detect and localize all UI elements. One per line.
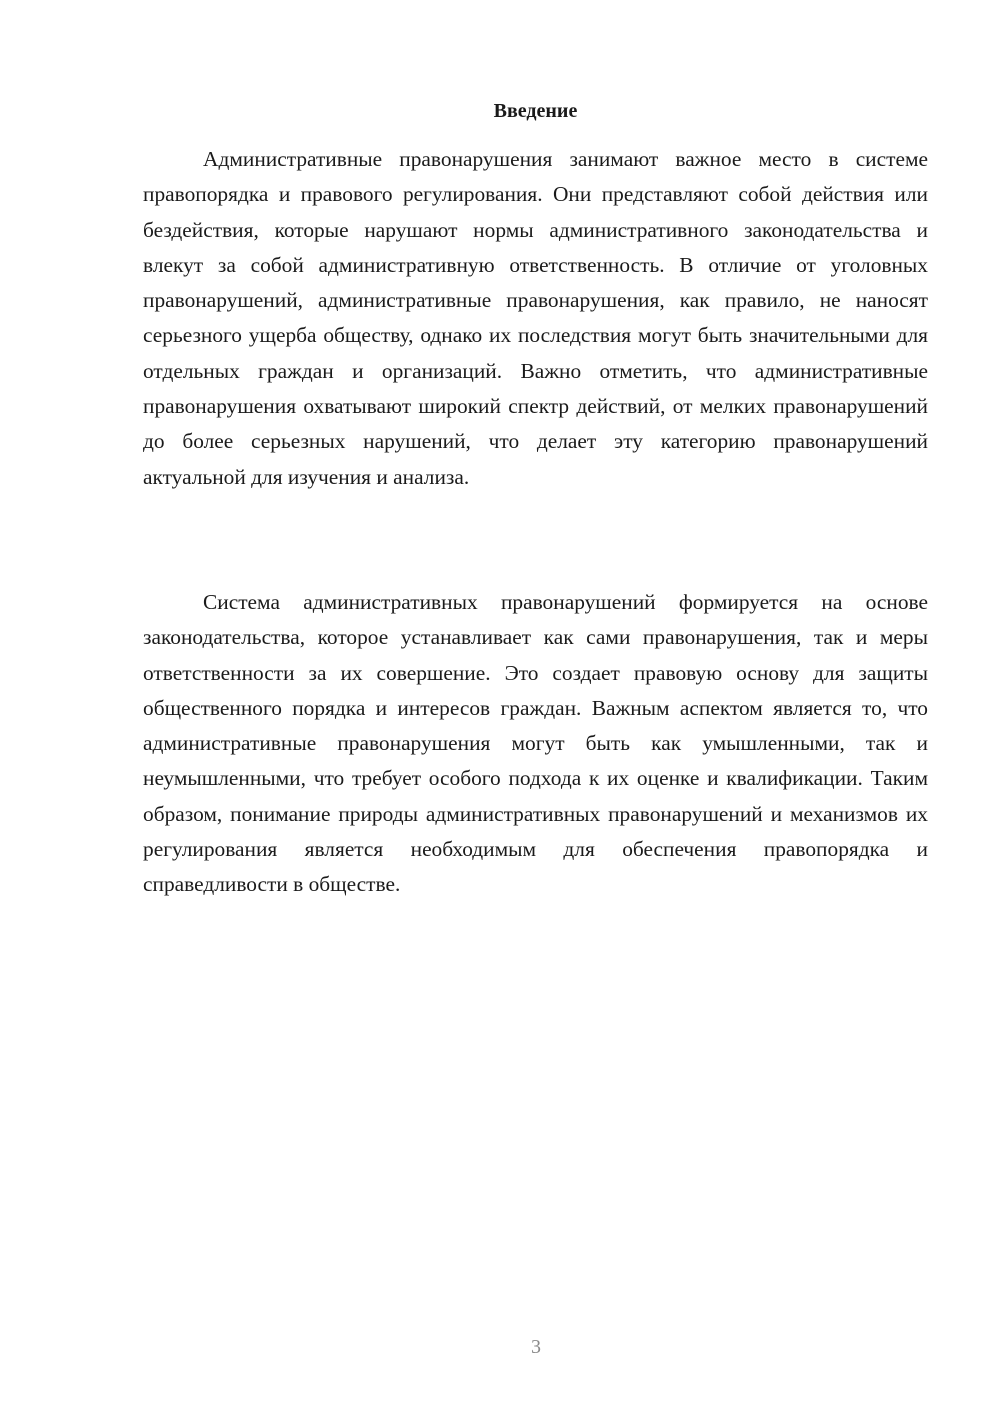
paragraph-1: Административные правонарушения занимают важное место в системе правопорядка и правового регулирования. Они представляют собой действия или бездействия, которые нарушают нормы административного законодательства и влекут за собой административную ответственность. В отличие от уголовных правонарушений, административные правонарушения, как правило, не наносят серьезного ущерба обществу, однако их последствия могут быть значительными для отдельных граждан и организаций. Важно отметить, что административные правонарушения охватывают широкий спектр действий, от мелких правонарушений до более серьезных нарушений, что делает эту категорию правонарушений актуальной для изучения и анализа. xyxy=(143,147,928,489)
section-title: Введение xyxy=(493,100,578,122)
paragraph-2: Система административных правонарушений формируется на основе законодательства, которое устанавливает как сами правонарушения, так и меры ответственности за их совершение. Это создает правовую основу для защиты общественного порядка и интересов граждан. Важным аспектом является то, что административные правонарушения могут быть как умышленными, так и неумышленными, что требует особого подхода к их оценке и квалификации. Таким образом, понимание природы административных правонарушений и механизмов их регулирования является необходимым для обеспечения правопорядка и справедливости в обществе. xyxy=(143,590,928,897)
page-number: 3 xyxy=(531,1336,541,1358)
